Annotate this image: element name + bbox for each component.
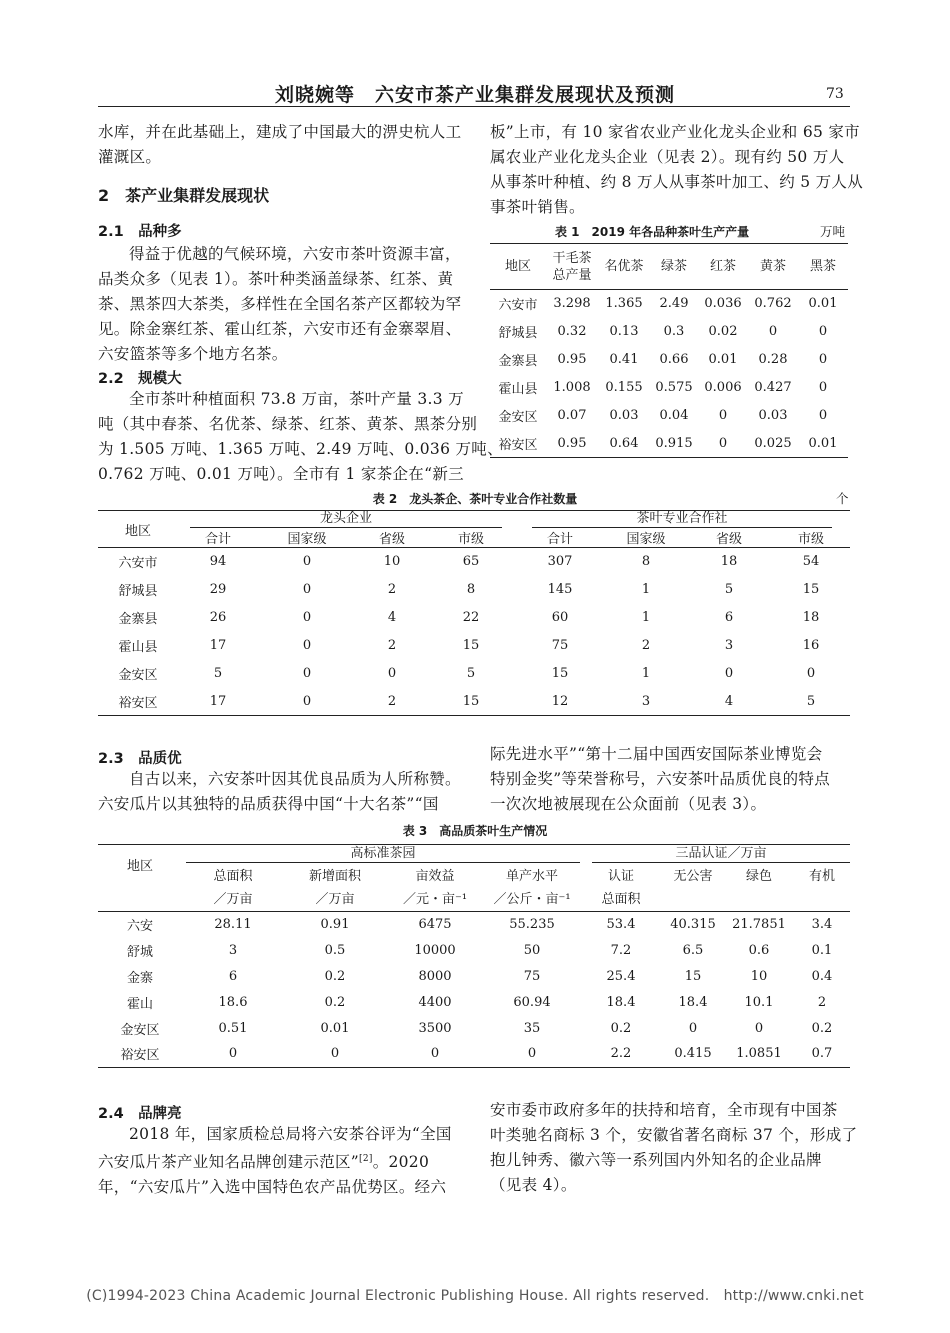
table-cell: 1	[641, 610, 651, 625]
group-header: 茶叶专业合作社	[532, 511, 832, 528]
col-header: 绿茶	[650, 244, 698, 290]
table-cell: 5	[806, 693, 816, 709]
page-number: 73	[826, 86, 844, 102]
col-header: 红茶	[698, 244, 748, 290]
table-row	[490, 318, 848, 346]
table-cell: 0.64	[609, 435, 639, 451]
group-header-cell	[514, 511, 850, 529]
table-row	[98, 989, 850, 1015]
table-cell: 0.91	[320, 916, 350, 932]
table-cell: 0	[818, 352, 828, 367]
table-3	[98, 844, 850, 1068]
section-heading-2-3: 2.3 品质优	[98, 751, 182, 767]
table-cell: 0.415	[674, 1046, 712, 1062]
text-line: 水库，并在此基础上，建成了中国最大的淠史杭人工	[98, 123, 462, 141]
col-header-unit: ／公斤・亩⁻¹	[493, 892, 571, 908]
table-cell: 307	[547, 554, 573, 570]
table-cell: 2	[641, 638, 651, 653]
table-header-row	[98, 511, 850, 529]
row-label: 金安区	[498, 410, 538, 425]
row-label: 霍山县	[498, 382, 538, 397]
col-header: 国家级	[287, 532, 327, 547]
col-header: 省级	[378, 532, 405, 547]
table-cell: 1	[641, 582, 651, 597]
table-cell: 0.2	[811, 1020, 833, 1036]
section-2-2-body	[98, 387, 503, 487]
text-line: 事茶叶销售。	[490, 198, 585, 216]
text-line: 叶类驰名商标 3 个，安徽省著名商标 37 个，形成了	[490, 1126, 858, 1144]
table-cell: 0.036	[704, 296, 742, 312]
table-cell: 10.1	[744, 994, 774, 1010]
section-heading-2: 2 茶产业集群发展现状	[98, 186, 270, 205]
col-header	[546, 244, 598, 290]
text-line: 属农业产业化龙头企业（见表 2）。现有约 50 万人	[490, 148, 845, 166]
col-header: 亩效益	[415, 868, 455, 884]
col-header: 合计	[204, 532, 231, 547]
text-line: 2018 年，国家质检总局将六安茶谷评为“全国	[129, 1125, 452, 1143]
table-cell: 17	[209, 638, 227, 653]
table-cell: 0.2	[324, 968, 346, 984]
table-row	[98, 1015, 850, 1041]
table-cell: 0.6	[748, 942, 770, 958]
table-cell: 0	[302, 582, 312, 597]
table-row	[490, 346, 848, 374]
table-cell: 0.1	[811, 942, 833, 958]
table-cell: 0	[724, 666, 734, 681]
text-line: 自古以来，六安茶叶因其优良品质为人所称赞。	[129, 770, 461, 788]
table-cell: 0.66	[659, 352, 689, 367]
row-label: 金寨县	[118, 612, 158, 627]
table-cell: 0	[302, 638, 312, 653]
table-cell: 0	[330, 1046, 340, 1062]
table-cell: 1.0851	[736, 1046, 782, 1062]
table-cell: 0.01	[808, 296, 838, 312]
table-cell: 0.4	[811, 968, 833, 984]
text-line: 板”上市，有 10 家省农业产业化龙头企业和 65 家市	[490, 123, 860, 141]
text-line: 品类众多（见表 1）。茶叶种类涵盖绿茶、红茶、黄	[98, 270, 454, 288]
text-line: 六安瓜片以其独特的品质获得中国“十大名茶”“国	[98, 795, 439, 813]
section-2-3-left	[98, 767, 460, 817]
table-row	[98, 604, 850, 632]
table-row	[490, 290, 848, 318]
table-cell: 4400	[418, 994, 452, 1010]
table-cell: 2	[387, 582, 397, 597]
table-cell: 0.41	[609, 352, 639, 367]
table-cell: 0.006	[704, 380, 742, 395]
table-3-caption: 表 3 高品质茶叶生产情况	[402, 824, 548, 838]
table-cell: 0	[228, 1046, 238, 1062]
row-label: 舒城	[126, 944, 153, 960]
table-cell: 1	[641, 666, 651, 681]
table-cell: 3	[641, 693, 651, 709]
table-cell: 18	[802, 610, 820, 625]
text-line: 吨（其中春茶、名优茶、绿茶、红茶、黄茶、黑茶分别	[98, 415, 478, 433]
table-cell: 0.025	[754, 435, 792, 451]
table-cell: 0.01	[808, 435, 838, 451]
empty-cell	[724, 885, 794, 911]
header-rule	[98, 106, 850, 107]
table-cell: 0.51	[218, 1020, 248, 1036]
table-row	[490, 402, 848, 430]
group-header: 龙头企业	[190, 511, 502, 528]
table-row	[98, 632, 850, 660]
group-header: 三品认证／万亩	[592, 845, 850, 863]
section-2-4-left	[98, 1122, 460, 1200]
row-label: 六安市	[118, 556, 158, 572]
table-cell: 60.94	[513, 994, 551, 1010]
table-cell: 29	[209, 582, 227, 597]
table-cell: 55.235	[509, 916, 555, 932]
table-cell: 3	[228, 942, 238, 958]
table-cell: 0.95	[557, 435, 587, 451]
table-cell: 0.915	[655, 435, 693, 451]
col-header: 合计	[546, 532, 573, 547]
table-cell: 10	[383, 554, 401, 570]
table-header-row	[490, 244, 848, 290]
table-cell: 0.02	[708, 324, 738, 339]
table-cell: 8	[641, 554, 651, 570]
col-header: 市级	[797, 532, 824, 547]
table-cell: 0	[302, 554, 312, 570]
col-header: 有机	[808, 868, 835, 884]
table-subheader-row	[98, 528, 850, 548]
table-cell: 2	[817, 994, 827, 1010]
table-2-unit: 个	[836, 491, 849, 506]
section-heading-2-2: 2.2 规模大	[98, 371, 182, 387]
col-header-unit: ／万亩	[315, 892, 355, 908]
col-header: 市级	[457, 532, 484, 547]
text-line: 全市茶叶种植面积 73.8 万亩，茶叶产量 3.3 万	[129, 390, 464, 408]
table-cell: 75	[523, 968, 541, 984]
table-cell: 0	[754, 1020, 764, 1036]
table-cell: 10000	[414, 942, 456, 958]
col-header: 地区	[124, 523, 151, 539]
row-label: 裕安区	[498, 437, 538, 453]
text-line: 为 1.505 万吨、1.365 万吨、2.49 万吨、0.036 万吨、	[98, 440, 503, 458]
col-header: 地区	[490, 244, 546, 290]
table-cell: 0.07	[557, 408, 587, 423]
group-header-cell	[580, 845, 850, 864]
table-subheader-row	[98, 863, 850, 885]
section-heading-2-1: 2.1 品种多	[98, 224, 182, 240]
text-fragment: 。2020	[372, 1153, 430, 1172]
table-cell: 21.7851	[732, 916, 786, 932]
table-cell: 3500	[418, 1020, 452, 1036]
table-row	[98, 937, 850, 963]
table-cell: 0.2	[324, 994, 346, 1010]
table-cell: 0.13	[609, 324, 639, 339]
col-header: 地区	[126, 859, 153, 874]
table-cell: 0.01	[708, 352, 738, 367]
col-header-unit: ／元・亩⁻¹	[402, 892, 468, 908]
text-line: 际先进水平”“第十二届中国西安国际茶业博览会	[490, 745, 823, 763]
table-cell: 0.2	[610, 1020, 632, 1036]
table-2	[98, 510, 850, 716]
col-header: 黄茶	[748, 244, 798, 290]
section-2-4-right	[490, 1098, 858, 1198]
text-line: 年，“六安瓜片”入选中国特色农产品优势区。经六	[98, 1178, 447, 1197]
row-label: 霍山县	[118, 640, 158, 655]
table-cell: 0.04	[659, 408, 689, 423]
row-label: 裕安区	[120, 1048, 160, 1064]
table-cell: 0.28	[758, 352, 788, 367]
table-cell: 2.49	[659, 296, 689, 312]
table-cell: 0.03	[758, 408, 788, 423]
table-cell: 94	[209, 554, 227, 570]
col-header-line: 干毛茶	[552, 250, 592, 266]
table-1-unit: 万吨	[820, 224, 846, 239]
table-cell: 25.4	[606, 968, 636, 984]
table-cell: 0	[688, 1020, 698, 1036]
table-cell: 15	[551, 666, 569, 681]
table-cell: 3.4	[811, 916, 833, 932]
table-cell: 0	[527, 1046, 537, 1062]
col-header: 省级	[715, 532, 742, 547]
table-cell: 1.008	[553, 380, 591, 395]
table-cell: 65	[462, 554, 480, 570]
text-line	[98, 1147, 460, 1175]
table-cell: 0	[768, 324, 778, 339]
table-cell: 50	[523, 942, 541, 958]
table-cell: 0	[302, 693, 312, 709]
table-row	[490, 430, 848, 458]
table-cell: 0	[302, 666, 312, 681]
text-line: 从事茶叶种植、约 8 万人从事茶叶加工、约 5 万人从	[490, 173, 864, 191]
table-cell: 2	[387, 693, 397, 709]
table-cell: 54	[802, 554, 820, 570]
table-cell: 15	[802, 582, 820, 597]
table-header-row	[98, 845, 850, 864]
text-line: 安市委市政府多年的扶持和培育，全市现有中国茶	[490, 1101, 838, 1119]
table-cell: 6475	[418, 916, 452, 932]
table-cell: 0	[430, 1046, 440, 1062]
text-line: 特别金奖”等荣誉称号，六安茶叶品质优良的特点	[490, 770, 831, 788]
table-cell: 7.2	[610, 942, 632, 958]
table-cell: 0.762	[754, 296, 792, 312]
table-2-caption: 表 2 龙头茶企、茶叶专业合作社数量	[372, 492, 578, 506]
table-cell: 0	[387, 666, 397, 681]
table-row	[98, 688, 850, 716]
group-header: 高标准茶园	[186, 845, 580, 863]
table-cell: 6	[228, 968, 238, 984]
group-header-cell	[182, 845, 580, 864]
text-line: 得益于优越的气候环境，六安市茶叶资源丰富，	[129, 245, 461, 263]
citation-ref[interactable]: [2]	[359, 1154, 373, 1164]
text-line: 见。除金寨红茶、霍山红茶，六安市还有金寨翠眉、	[98, 320, 462, 338]
row-label: 舒城县	[498, 326, 538, 341]
table-cell: 0	[302, 610, 312, 625]
copyright-footer: (C)1994-2023 China Academic Journal Electronic Publishing House. All rights reserved. http://www.cnki.net	[86, 1288, 864, 1304]
col-header-line: 总产量	[552, 267, 592, 283]
row-label: 六安	[126, 918, 153, 934]
table-cell: 5	[724, 582, 734, 597]
col-header: 名优茶	[598, 244, 650, 290]
table-subheader-row	[98, 885, 850, 911]
table-cell: 0	[806, 666, 816, 681]
table-row	[490, 374, 848, 402]
table-cell: 0	[818, 380, 828, 395]
table-cell: 35	[523, 1020, 541, 1036]
table-row	[98, 963, 850, 989]
table-row	[98, 1041, 850, 1067]
row-label: 金寨	[126, 970, 153, 986]
row-label: 六安市	[498, 298, 538, 314]
table-cell: 0	[818, 324, 828, 339]
col-header: 单产水平	[505, 868, 558, 884]
left-col-continuation	[98, 120, 460, 170]
table-cell: 0	[718, 435, 728, 451]
col-header: 认证	[607, 868, 634, 884]
table-cell: 53.4	[606, 916, 636, 932]
table-cell: 8	[466, 582, 476, 597]
table-cell: 10	[750, 968, 768, 984]
text-line: 0.762 万吨、0.01 万吨）。全市有 1 家茶企在“新三	[98, 465, 464, 483]
row-label: 金安区	[120, 1022, 160, 1038]
table-cell: 0	[718, 408, 728, 423]
table-cell: 15	[462, 638, 480, 653]
table-row	[98, 660, 850, 688]
row-label: 金安区	[118, 668, 158, 683]
col-header: 绿色	[745, 868, 772, 884]
table-cell: 3.298	[553, 296, 591, 312]
text-line: 灌溉区。	[98, 148, 162, 166]
table-1	[490, 243, 848, 458]
table-cell: 28.11	[214, 916, 252, 932]
empty-cell	[794, 885, 850, 911]
table-cell: 2	[387, 638, 397, 653]
row-label: 舒城县	[118, 584, 158, 599]
text-line: （见表 4）。	[490, 1176, 577, 1194]
text-fragment: 六安瓜片茶产业知名品牌创建示范区”	[98, 1153, 360, 1172]
row-label: 霍山	[126, 996, 153, 1012]
table-cell: 2.2	[610, 1046, 632, 1062]
text-line: 六安篮茶等多个地方名茶。	[98, 345, 288, 363]
table-cell: 0.575	[655, 380, 693, 395]
table-cell: 0.7	[811, 1046, 833, 1062]
table-cell: 0.95	[557, 352, 587, 367]
col-header: 黑茶	[798, 244, 848, 290]
table-cell: 6	[724, 610, 734, 625]
table-cell: 26	[209, 610, 227, 625]
table-cell: 12	[551, 693, 569, 709]
col-header: 新增面积	[308, 868, 361, 884]
table-cell: 60	[551, 610, 569, 625]
table-cell: 0.5	[324, 942, 346, 958]
col-header-unit: ／万亩	[213, 892, 253, 908]
table-cell: 22	[462, 610, 480, 625]
section-heading-2-4: 2.4 品牌亮	[98, 1106, 182, 1122]
table-cell: 0.01	[320, 1020, 350, 1036]
section-2-3-right	[490, 742, 850, 817]
table-cell: 1.365	[605, 296, 643, 312]
table-cell: 0.155	[605, 380, 643, 395]
table-cell: 3	[724, 638, 734, 653]
table-row	[98, 576, 850, 604]
table-cell: 16	[802, 638, 820, 653]
col-header: 总面积	[213, 868, 253, 884]
table-cell: 40.315	[670, 916, 716, 932]
table-cell: 18.4	[606, 994, 636, 1010]
table-cell: 0.3	[663, 324, 685, 339]
table-cell: 0.427	[754, 380, 792, 395]
text-line: 抱儿钟秀、徽六等一系列国内外知名的企业品牌	[490, 1151, 822, 1169]
table-cell: 0	[818, 408, 828, 423]
right-col-body	[490, 120, 864, 220]
col-header-unit: 总面积	[601, 892, 641, 908]
col-header: 国家级	[626, 532, 666, 547]
table-cell: 4	[724, 693, 734, 709]
table-cell: 15	[684, 968, 702, 984]
table-cell: 8000	[418, 968, 452, 984]
table-cell: 6.5	[682, 942, 704, 958]
table-cell: 18.6	[218, 994, 248, 1010]
table-cell: 5	[466, 666, 476, 681]
table-cell: 5	[213, 666, 223, 681]
empty-cell	[662, 885, 724, 911]
table-cell: 75	[551, 638, 569, 653]
table-cell: 18.4	[678, 994, 708, 1010]
table-row	[98, 911, 850, 937]
table-cell: 17	[209, 693, 227, 709]
text-line: 一次次地被展现在公众面前（见表 3）。	[490, 795, 767, 813]
table-cell: 18	[720, 554, 738, 570]
row-label: 金寨县	[498, 354, 538, 369]
table-row	[98, 548, 850, 576]
table-cell: 145	[547, 582, 573, 597]
table-cell: 0.32	[557, 324, 587, 339]
table-1-caption: 表 1 2019 年各品种茶叶生产产量	[555, 225, 750, 239]
table-cell: 15	[462, 693, 480, 709]
section-2-1-body	[98, 242, 460, 367]
running-title: 刘晓婉等 六安市茶产业集群发展现状及预测	[274, 84, 675, 106]
col-header: 无公害	[673, 868, 713, 884]
row-label: 裕安区	[118, 695, 158, 711]
table-cell: 0.03	[609, 408, 639, 423]
group-header-cell	[178, 511, 514, 529]
table-cell: 4	[387, 610, 397, 625]
text-line: 茶、黑茶四大茶类，多样性在全国名茶产区都较为罕	[98, 295, 462, 313]
